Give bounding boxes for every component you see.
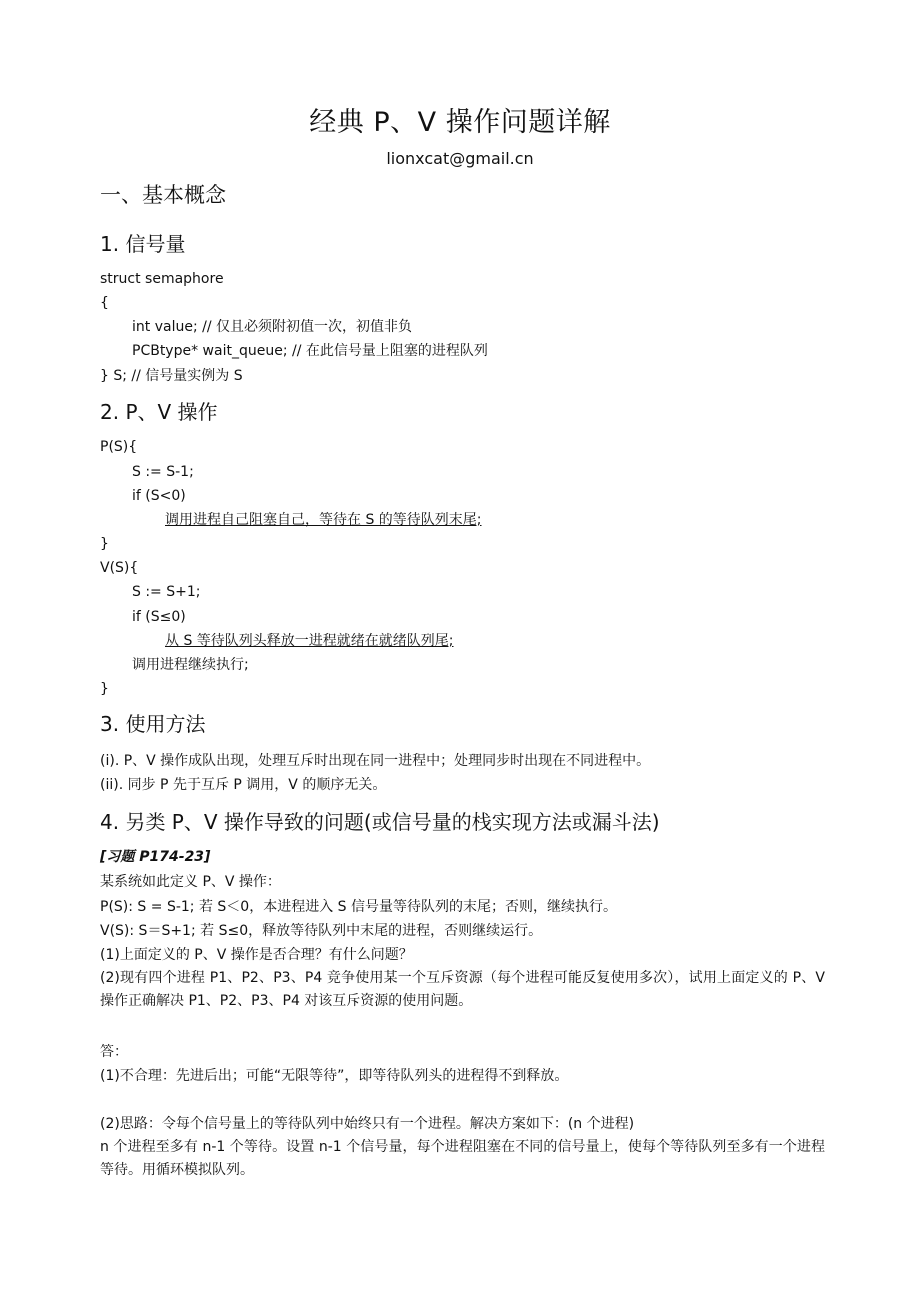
- paragraph-line: (ii). 同步 P 先于互斥 P 调用，V 的顺序无关。: [100, 777, 387, 793]
- subsection-heading-usage: 3. 使用方法: [100, 712, 206, 736]
- subsection-heading-semaphore: 1. 信号量: [100, 232, 186, 256]
- subsection-heading-pv-operations: 2. P、V 操作: [100, 400, 218, 424]
- code-line: {: [100, 295, 109, 311]
- code-line: struct semaphore: [100, 271, 224, 287]
- section-heading-basic-concepts: 一、基本概念: [100, 183, 226, 207]
- code-line: } S; // 信号量实例为 S: [100, 368, 243, 384]
- code-line: if (S<0): [132, 488, 186, 504]
- code-line: if (S≤0): [132, 609, 186, 625]
- code-line: S := S+1;: [132, 584, 201, 600]
- paragraph-line: V(S): S＝S+1; 若 S≤0，释放等待队列中末尾的进程，否则继续运行。: [100, 923, 543, 939]
- paragraph-line: P(S): S = S-1; 若 S＜0，本进程进入 S 信号量等待队列的末尾；否则，继续执行。: [100, 899, 617, 915]
- paragraph-line: (i). P、V 操作成队出现，处理互斥时出现在同一进程中；处理同步时出现在不同进程中。: [100, 753, 651, 769]
- code-line: P(S){: [100, 439, 138, 455]
- paragraph-line: 某系统如此定义 P、V 操作：: [100, 874, 281, 890]
- exercise-label: [习题 P174-23]: [100, 849, 211, 865]
- code-line: PCBtype* wait_queue; // 在此信号量上阻塞的进程队列: [132, 343, 488, 359]
- code-line: }: [100, 681, 109, 697]
- answer-2-head: (2)思路：令每个信号量上的等待队列中始终只有一个进程。解决方案如下：(n 个进程): [100, 1116, 635, 1132]
- answer-1: (1)不合理：先进后出；可能“无限等待”，即等待队列头的进程得不到释放。: [100, 1068, 569, 1084]
- answer-label: 答：: [100, 1044, 128, 1060]
- subsection-heading-alternative-pv: 4. 另类 P、V 操作导致的问题(或信号量的栈实现方法或漏斗法): [100, 810, 660, 834]
- code-line: S := S-1;: [132, 464, 194, 480]
- document-title: 经典 P、V 操作问题详解: [309, 107, 611, 138]
- paragraph-line: (1)上面定义的 P、V 操作是否合理？有什么问题？: [100, 947, 413, 963]
- author-email: lionxcat@gmail.cn: [386, 149, 534, 168]
- code-line-underlined: 从 S 等待队列头释放一进程就绪在就绪队列尾;: [165, 633, 454, 649]
- code-line: int value; // 仅且必须附初值一次，初值非负: [132, 319, 412, 335]
- question-2-paragraph: (2)现有四个进程 P1、P2、P3、P4 竞争使用某一个互斥资源（每个进程可能反复使用多次），试用上面定义的 P、V 操作正确解决 P1、P2、P3、P4 对该互斥资源的使用问题。: [100, 970, 825, 1009]
- code-line-underlined: 调用进程自己阻塞自己，等待在 S 的等待队列末尾;: [165, 512, 482, 528]
- answer-2-body: n 个进程至多有 n-1 个等待。设置 n-1 个信号量，每个进程阻塞在不同的信号量上，使每个等待队列至多有一个进程等待。用循环模拟队列。: [100, 1139, 825, 1178]
- code-line: 调用进程继续执行;: [132, 657, 249, 673]
- code-line: }: [100, 536, 109, 552]
- code-line: V(S){: [100, 560, 139, 576]
